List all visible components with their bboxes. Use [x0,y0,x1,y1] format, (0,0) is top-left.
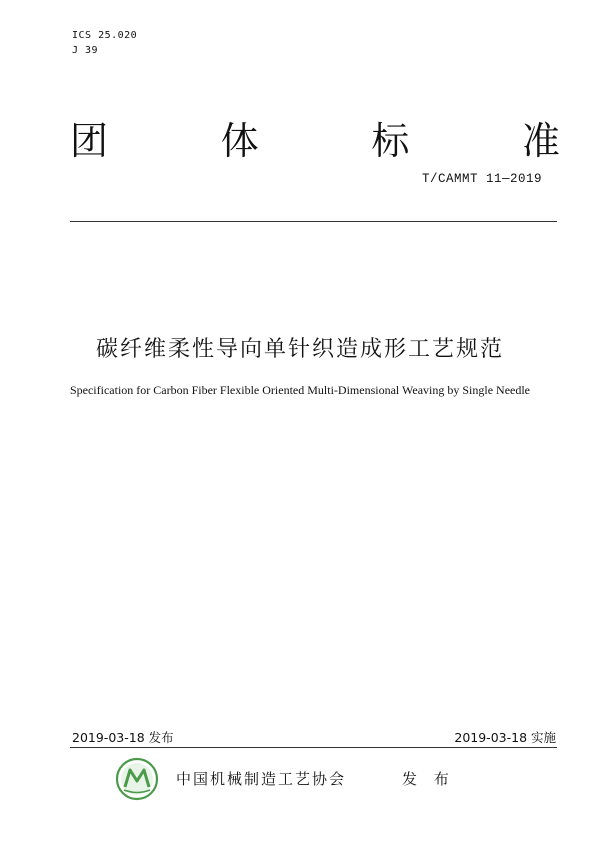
heading-char-4: 准 [521,119,560,163]
association-logo-icon [115,757,159,801]
top-divider [70,221,557,222]
ics-code: ICS 25.020 [72,30,138,41]
heading-char-3: 标 [371,119,410,163]
title-chinese: 碳纤维柔性导向单针织造成形工艺规范 [95,337,504,362]
ccs-code: J 39 [72,45,99,56]
implement-date: 2019-03-18 实施 [454,730,556,745]
heading-char-1: 团 [70,119,109,163]
issue-label: 发 布 [402,770,455,788]
standard-number: T/CAMMT 11—2019 [421,172,542,186]
bottom-divider [70,747,557,748]
title-english: Specification for Carbon Fiber Flexible Oriented Multi-Dimensional Weaving by Single Needle [69,383,531,397]
document-type-heading [70,118,560,164]
heading-char-2: 体 [220,119,259,163]
issuing-organization: 中国机械制造工艺协会 [176,770,347,788]
publish-date: 2019-03-18 发布 [72,730,174,745]
